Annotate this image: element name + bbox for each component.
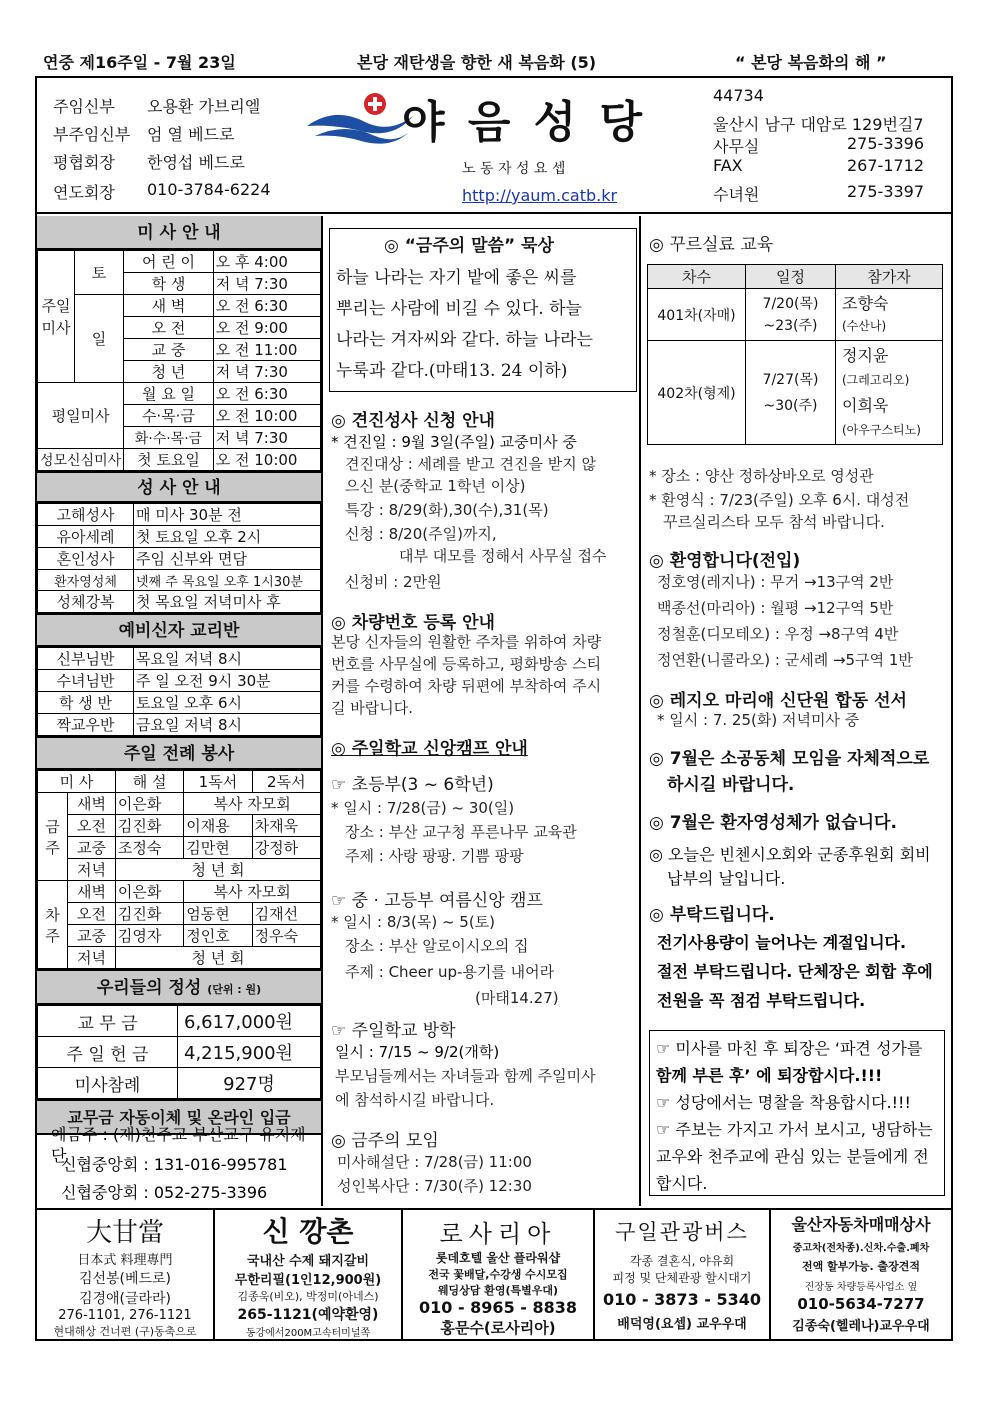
confirmation-line: 견진대상 : 세례를 받고 견진을 받지 않 [345,455,597,473]
reminder-line: ☞ 성당에서는 명찰을 착용합시다.!!! [656,1093,911,1112]
offering-value: 927명 [178,1068,321,1099]
request-line: 전원을 꼭 점검 부탁드립니다. [657,991,866,1010]
office-phone: 275-3396 [847,134,925,153]
weekly-word-text [336,263,593,387]
mass-time: 오 전 6:30 [213,295,320,317]
car-line: 길 바랍니다. [331,699,413,717]
class-name: 수녀님반 [38,670,134,692]
ad-title: 로사리아 [439,1220,557,1248]
class-time: 금요일 저녁 8시 [134,714,321,736]
ad-line: 265-1121(예약환영) [237,1307,379,1323]
sacrament-time: 첫 목요일 저녁미사 후 [134,591,321,613]
right-column [643,216,951,1206]
cursillo-head: 일정 [746,265,836,289]
vacation-line: 부모님들께서는 자녀들과 함께 주일미사 [335,1067,596,1085]
offering-title [37,969,321,1005]
ad-line: 김선봉(베드로) [78,1271,172,1287]
ad-title: 신 깡촌 [262,1215,354,1248]
sacrament-name: 고해성사 [38,504,134,526]
ad-line: 중고차(전차종).신차.수출.폐차 [792,1243,930,1254]
offering-name: 주 일 헌 금 [38,1037,178,1068]
sick-communion-notice: ◎ 7월은 환자영성체가 없습니다. [649,813,897,833]
legio-date: * 일시 : 7. 25(화) 저녁미사 중 [657,711,860,729]
service-mass: 교중 [68,837,116,859]
camp-line: 주제 : 사랑 팡팡. 기쁨 팡팡 [345,847,524,865]
class-name: 짝교우반 [38,714,134,736]
car-line: 본당 신자들의 원활한 주차를 위하여 차량 [331,633,602,651]
mass-time: 저 녁 7:30 [213,361,320,383]
sacrament-time: 넷째 주 목요일 오후 1시30분 [134,570,321,591]
welcome-line: 정철훈(디모테오) : 우정 →8구역 4반 [657,625,899,643]
transfer-title: 교무금 자동이체 및 온라인 입금 [37,1099,321,1135]
mass-time: 오 전 10:00 [213,449,320,471]
service-mass: 저녁 [68,859,116,881]
confirmation-line: 으신 분(중학교 1학년 이상) [345,477,526,495]
catechumen-title: 예비신자 교리반 [37,613,321,647]
mass-name: 어 린 이 [124,251,214,273]
camp-title: ◎ 주일학교 신앙캠프 안내 [331,739,528,759]
saturday-label: 토 [74,251,123,295]
ads-bar [37,1208,951,1339]
mass-time: 오 전 9:00 [213,317,320,339]
class-time: 목요일 저녁 8시 [134,648,321,670]
confirmation-line: 특강 : 8/29(화),30(수),31(목) [345,501,549,519]
ad-line: 각종 결혼식, 야유회 [629,1254,735,1268]
middle-column [325,216,641,1206]
account-holder: 예금주 : (재)천주교 부산교구 유지재단 [51,1125,306,1165]
ad-line: 피정 및 단체관광 할시대기 [612,1271,752,1285]
middle-school-title: ☞ 중 · 고등부 여름신앙 캠프 [331,891,543,911]
service-head: 해 설 [115,771,183,793]
car-line: 커를 수령하여 차량 뒤편에 부착하여 주시 [331,677,602,695]
ad-line: 김경애(글라라) [78,1291,172,1307]
ad-line: 국내산 수제 돼지갈비 [246,1254,370,1269]
service-head: 1독서 [184,771,252,793]
address: 울산시 남구 대암로 129번길7 [713,115,924,134]
small-community-notice: ◎ 7월은 소공동체 모임을 자체적으로 [649,749,930,769]
ad-line: 진장동 차량등록사업소 옆 [804,1282,918,1293]
welcome-title: ◎ 환영합니다(전입) [649,551,801,571]
offering-name: 교 무 금 [38,1006,178,1037]
catechumen-table [37,647,321,736]
reminder-line: 교우와 천주교에 관심 있는 분들에게 전 [656,1147,929,1166]
word-line: 하늘 나라는 자기 밭에 좋은 씨를 [336,268,577,288]
service-person: 김영자 [115,925,183,947]
left-column [37,216,323,1206]
staff-role: 주임신부 [53,97,115,116]
zip-code: 44734 [713,86,764,105]
ad-line: 동강에서200M고속터미널쪽 [245,1328,371,1339]
service-person: 복사 자모회 [184,793,321,815]
service-person: 청 년 회 [115,859,320,881]
welcome-line: 백종선(마리아) : 월평 →12구역 5반 [657,599,894,617]
mass-time: 저 녁 7:30 [213,273,320,295]
camp-line: 주제 : Cheer up-용기를 내어라 [345,963,555,981]
sacrament-table [37,503,321,613]
reminder-line: ☞ 주보는 가지고 가서 보시고, 냉담하는 [656,1120,933,1139]
service-person: 강정하 [252,837,320,859]
mass-name: 월 요 일 [124,383,214,405]
ad-line: 日本式 料理專門 [77,1253,173,1268]
cursillo-person-saint: (아우구스티노) [842,422,921,437]
top-bar [35,48,953,72]
ad-line: 무한리필(1인12,900원) [234,1273,382,1288]
request-line: 전기사용량이 늘어나는 계절입니다. [657,933,907,952]
sacrament-time: 매 미사 30분 전 [134,504,321,526]
sacrament-name: 성체강복 [38,591,134,613]
website-link[interactable]: http://yaum.catb.kr [462,186,618,205]
service-person: 조정숙 [115,837,183,859]
camp-line: 장소 : 부산 교구청 푸른나무 교육관 [345,823,577,841]
staff-role: 부주임신부 [53,125,131,144]
ad-line: 010 - 8965 - 8838 [418,1298,578,1317]
service-person: 청 년 회 [115,947,320,969]
ad-line: 홍문수(로사리아) [440,1319,556,1337]
ad-title: 大甘當 [85,1218,164,1248]
mass-table [37,250,321,471]
request-line: 절전 부탁드립니다. 단체장은 회합 후에 [657,962,933,981]
cursillo-note: 꾸르실리스타 모두 참석 바랍니다. [663,513,885,531]
cursillo-note: * 환영식 : 7/23(주일) 오후 6시. 대성전 [649,491,910,509]
sunday-label: 일 [74,295,123,383]
mass-time: 오 후 4:00 [213,251,320,273]
meeting-title: ◎ 금주의 모임 [331,1131,439,1151]
convent-phone: 275-3397 [847,182,925,201]
sacrament-name: 유아세례 [38,526,134,548]
service-person: 이은화 [115,881,183,903]
cursillo-person-saint: (그레고리오) [842,372,910,387]
cursillo-person: 조향숙 [842,293,889,313]
reminder-box [649,1030,945,1196]
service-mass: 오전 [68,903,116,925]
staff-role: 평협회장 [53,153,115,172]
mass-name: 학 생 [124,273,214,295]
service-person: 김재선 [252,903,320,925]
word-line: 뿌리는 사람에 비길 수 있다. 하늘 [336,299,582,319]
service-person: 김만현 [184,837,252,859]
service-mass: 새벽 [68,881,116,903]
ad-line: 전국 꽃배달,수강생 수시모집 [428,1268,568,1281]
offering-name: 미사참례 [38,1068,178,1099]
meeting-line: 미사해설단 : 7/28(금) 11:00 [337,1153,532,1171]
legio-title: ◎ 레지오 마리애 신단원 합동 선서 [649,691,907,711]
service-table [37,770,321,969]
ad-line: 010 - 3873 - 5340 [602,1290,762,1309]
mass-time: 오 전 10:00 [213,405,320,427]
series-title: 본당 재탄생을 향한 새 복음화 (5) [357,53,597,72]
header [37,78,951,214]
offering-value: 6,617,000원 [178,1006,321,1037]
issue-date: 연중 제16주일 - 7월 23일 [43,53,236,72]
confirmation-line: 대부 대모를 정해서 사무실 접수 [399,547,607,565]
confirmation-date: * 견진일 : 9월 3일(주일) 교중미사 중 [331,433,577,451]
car-line: 번호를 사무실에 등록하고, 평화방송 스티 [331,655,602,673]
camp-line: * 일시 : 7/28(금) ~ 30(일) [331,799,515,817]
confirmation-line: 신청 : 8/20(주일)까지, [345,525,497,543]
cursillo-head: 차수 [648,265,746,289]
class-name: 신부님반 [38,648,134,670]
mass-time: 오 전 11:00 [213,339,320,361]
cursillo-date: ~30(주) [763,397,818,414]
service-person: 김진화 [115,903,183,925]
cursillo-person: 정지윤 [842,345,889,365]
welcome-line: 정호영(레지나) : 무거 →13구역 2반 [657,573,894,591]
class-time: 주 일 오전 9시 30분 [134,670,321,692]
ad-florist [403,1210,595,1341]
ad-line: 롯데호텔 울산 플라워샵 [435,1251,561,1265]
welcome-line: 정연환(니콜라오) : 군세례 →5구역 1반 [657,651,913,669]
confirmation-line: 신청비 : 2만원 [345,573,442,591]
reminder-line: ☞ 미사를 마친 후 퇴장은 ‘파견 성가를 [656,1039,923,1058]
offering-table [37,1005,321,1099]
sacrament-time: 첫 토요일 오후 2시 [134,526,321,548]
vacation-line: 일시 : 7/15 ~ 9/2(개학) [335,1043,500,1061]
weekly-word-box [329,228,637,392]
service-person: 엄동현 [184,903,252,925]
word-line: 누룩과 같다.(마태13. 24 이하) [336,361,568,381]
offering-title-text: 우리들의 정성 [96,978,202,998]
cursillo-date: 7/20(목) [762,295,819,312]
ad-galbi [215,1210,403,1341]
sacrament-title: 성 사 안 내 [37,471,321,503]
request-title: ◎ 부탁드립니다. [649,905,775,925]
staff-name: 한영섭 베드로 [147,153,245,172]
service-mass: 오전 [68,815,116,837]
fax-number: 267-1712 [847,156,925,175]
service-mass: 저녁 [68,947,116,969]
weekly-word-title: ◎ “금주의 말씀” 묵상 [384,236,554,256]
dues-notice: 납부의 날입니다. [667,869,786,888]
marian-mass-label: 성모신심미사 [38,449,124,471]
request-text [657,928,933,1015]
meeting-line: 성인복사단 : 7/30(주) 12:30 [337,1177,532,1195]
convent-label: 수녀원 [713,185,760,204]
mass-title: 미 사 안 내 [37,216,321,250]
service-person: 이은화 [115,793,183,815]
cursillo-person: 이희욱 [842,395,889,415]
mass-time: 저 녁 7:30 [213,427,320,449]
parish-title: 야 음 성 당 [402,97,646,148]
cursillo-table [647,264,943,445]
cursillo-title: ◎ 꾸르실료 교육 [649,235,774,255]
word-line: 나라는 겨자씨와 같다. 하늘 나라는 [336,330,593,350]
small-community-notice: 하시길 바랍니다. [667,775,795,795]
parish-logo-icon [305,86,415,146]
next-week-label: 차 주 [38,881,68,969]
staff-name: 010-3784-6224 [147,180,271,199]
ad-line: 현대해상 건너편 (구)동축으로 [53,1325,197,1338]
service-head: 2독서 [252,771,320,793]
confirmation-title: ◎ 견진성사 신청 안내 [331,411,495,431]
ad-line: 전액 할부가능. 출장견적 [801,1260,921,1273]
sunday-mass-label: 주일미사 [38,251,75,383]
office-label: 사무실 [713,137,760,156]
car-title: ◎ 차량번호 등록 안내 [331,613,495,633]
service-person: 김진화 [115,815,183,837]
sacrament-name: 혼인성사 [38,548,134,570]
ad-line: 배덕영(요셉) 교우우대 [617,1317,747,1332]
ad-car-dealer [771,1210,951,1341]
service-person: 차재욱 [252,815,320,837]
mass-name: 첫 토요일 [124,449,214,471]
sacrament-time: 주임 신부와 면담 [134,548,321,570]
camp-line: 장소 : 부산 알로이시오의 집 [345,937,529,955]
mass-name: 오 전 [124,317,214,339]
ad-line: 010-5634-7277 [797,1295,925,1313]
ad-tour-bus [595,1210,771,1341]
mass-name: 화·수·목·금 [124,427,214,449]
cursillo-head: 참가자 [836,265,943,289]
reminder-text [656,1035,933,1197]
mass-name: 청 년 [124,361,214,383]
weekday-mass-label: 평일미사 [38,383,124,449]
vacation-title: ☞ 주일학교 방학 [331,1021,456,1041]
service-person: 정우숙 [252,925,320,947]
vacation-line: 에 참석하시길 바랍니다. [335,1091,495,1109]
ad-line: 김종욱(비오), 박정미(아네스) [237,1290,379,1303]
offering-value: 4,215,900원 [178,1037,321,1068]
service-mass: 교중 [68,925,116,947]
cursillo-date: ~23(주) [763,317,818,334]
camp-line: (마태14.27) [475,989,559,1007]
cursillo-date: 7/27(목) [762,371,819,388]
class-name: 학 생 반 [38,692,134,714]
cursillo-note: * 장소 : 양산 정하상바오로 영성관 [649,467,874,485]
sacrament-name: 환자영성체 [38,570,134,591]
service-person: 이재용 [184,815,252,837]
service-person: 복사 자모회 [184,881,321,903]
account-2: 신협중앙회 : 052-275-3396 [61,1183,268,1202]
cursillo-no: 402차(형제) [648,341,746,445]
this-week-label: 금 주 [38,793,68,881]
ad-line: 웨딩상담 환영(특별우대) [437,1284,559,1297]
dues-notice: ◎ 오늘은 빈첸시오회와 군종후원회 회비 [649,845,931,864]
camp-line: * 일시 : 8/3(목) ~ 5(토) [331,913,496,931]
reminder-line: 합시다. [656,1174,708,1193]
class-time: 토요일 오후 6시 [134,692,321,714]
ad-title: 구일관광버스 [615,1220,749,1244]
fax-label: FAX [713,156,743,175]
mass-name: 교 중 [124,339,214,361]
mass-name: 새 벽 [124,295,214,317]
mass-name: 수·목·금 [124,405,214,427]
staff-role: 연도회장 [53,183,115,202]
offering-unit: (단위 : 원) [207,983,262,996]
ad-title: 울산자동차매매상사 [791,1215,931,1234]
service-mass: 새벽 [68,793,116,815]
staff-name: 엄 열 베드로 [147,125,235,144]
ad-line: 김종숙(헬레나)교우우대 [792,1319,930,1334]
reminder-line: 함께 부른 후’ 에 퇴장합시다.!!! [656,1066,883,1085]
elementary-title: ☞ 초등부(3 ~ 6학년) [331,775,494,795]
account-1: 신협중앙회 : 131-016-995781 [61,1155,288,1174]
year-theme: “ 본당 복음화의 해 ” [735,53,887,72]
service-head: 미 사 [38,771,116,793]
cursillo-no: 401차(자매) [648,289,746,341]
mass-time: 오 전 6:30 [213,383,320,405]
ad-line: 276-1101, 276-1121 [58,1308,192,1323]
service-title: 주일 전례 봉사 [37,736,321,770]
service-person: 정인호 [184,925,252,947]
cursillo-person-saint: (수산나) [842,318,887,333]
staff-name: 오용환 가브리엘 [147,97,261,116]
ad-restaurant [37,1210,215,1341]
parish-patron: 노 동 자 성 요 셉 [462,161,566,177]
